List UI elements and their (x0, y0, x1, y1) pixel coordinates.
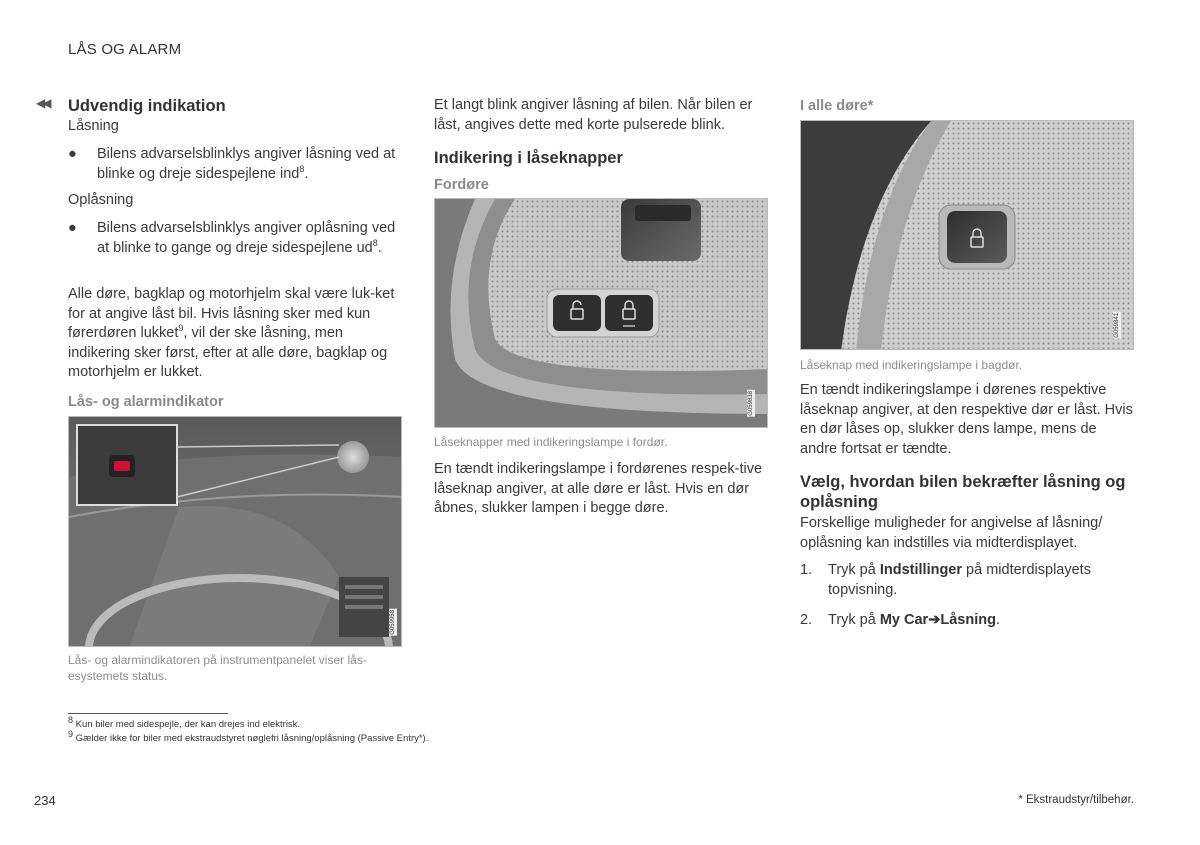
section-header: LÅS OG ALARM (68, 41, 182, 58)
dashboard-illustration (69, 417, 402, 647)
paragraph-all-doors-indication: En tændt indikeringslampe i dørenes respektive låseknap angiver, at den respektive dør er låst. Hvis en dør låses op, slukker dens lampe, mens de andre fortsat er tændte. (800, 382, 1133, 457)
right-arrow-icon: ➔ (928, 612, 941, 628)
title-choose-confirmation: Vælg, hvordan bilen bekræfter låsning og oplåsning (800, 473, 1126, 511)
paragraph-long-blink: Et langt blink angiver låsning af bilen. Når bilen er låst, angives dette med korte pulserede blink. (434, 97, 753, 133)
caption-rear-door-lock-button: Låseknap med indikeringslampe i bagdør. (800, 358, 1023, 372)
step-2: 2. Tryk på My Car➔Låsning. (800, 612, 1000, 628)
footnote-divider (68, 713, 228, 714)
image-front-door-lock-buttons (434, 198, 768, 428)
title-lock-button-indication: Indikering i låseknapper (434, 149, 623, 167)
paragraph-closed-doors: Alle døre, bagklap og motorhjelm skal være luk-ket for at angive låst bil. Hvis låsning sker med kun førerdøren lukket$^9$, vil der ske låsning, men indikering sker først, efter at alle døre, bagklap og motorhjelm er lukket. (68, 286, 395, 380)
title-external-indication: Udvendig indikation (68, 97, 226, 115)
subheading-lock-alarm-indicator: Lås- og alarmindikator (68, 394, 224, 410)
label-locking: Låsning (68, 118, 119, 134)
accessory-note: * Ekstraudstyr/tilbehør. (1018, 794, 1134, 806)
image-lock-alarm-indicator (68, 416, 402, 647)
subheading-all-doors: I alle døre* (800, 98, 874, 114)
front-door-illustration (435, 199, 768, 428)
settings-label: Indstillinger (879, 562, 963, 578)
image-code: G059838 (748, 391, 754, 416)
image-code: G059958 (390, 610, 396, 635)
caption-front-door-lock-buttons: Låseknapper med indikeringslampe i fordør. (434, 435, 668, 449)
rear-door-illustration (801, 121, 1134, 350)
footnote-8: $^8$ Kun biler med sidespejle, der kan drejes ind elektrisk. (68, 714, 301, 730)
label-unlocking: Oplåsning (68, 192, 134, 208)
caption-lock-alarm-indicator: Lås- og alarmindikatoren på instrumentpanelet viser lås-esystemets status. (68, 653, 367, 683)
image-code: G059841 (1114, 313, 1120, 338)
locking-label: Låsning (940, 612, 996, 628)
subheading-front-doors: Fordøre (434, 177, 489, 193)
paragraph-settings-options: Forskellige muligheder for angivelse af låsning/ oplåsning kan indstilles via midterdisplayet. (800, 515, 1103, 551)
page-number: 234 (34, 793, 56, 808)
paragraph-front-door-indication: En tændt indikeringslampe i fordørenes respek-tive låseknap angiver, at alle døre er låst. Hvis en dør åbnes, slukker lampen i begge døre. (434, 461, 763, 516)
footnote-9: $^9$ Gælder ikke for biler med ekstraudstyret nøglefri låsning/oplåsning (Passive Entry*). (68, 728, 429, 744)
image-rear-door-lock-button (800, 120, 1134, 350)
my-car-label: My Car (879, 612, 929, 628)
double-left-arrow-icon[interactable]: ◀◀ (36, 96, 49, 110)
step-1: 1. Tryk på Indstillinger på midterdisplayets topvisning. (800, 562, 1091, 598)
bullet-locking: ● Bilens advarselsblinklys angiver låsning ved at blinke og dreje sidespejlene ind$^8$. (68, 146, 396, 182)
bullet-unlocking: ● Bilens advarselsblinklys angiver oplåsning ved at blinke to gange og dreje sidespejlene $ud^8$. (68, 220, 396, 256)
